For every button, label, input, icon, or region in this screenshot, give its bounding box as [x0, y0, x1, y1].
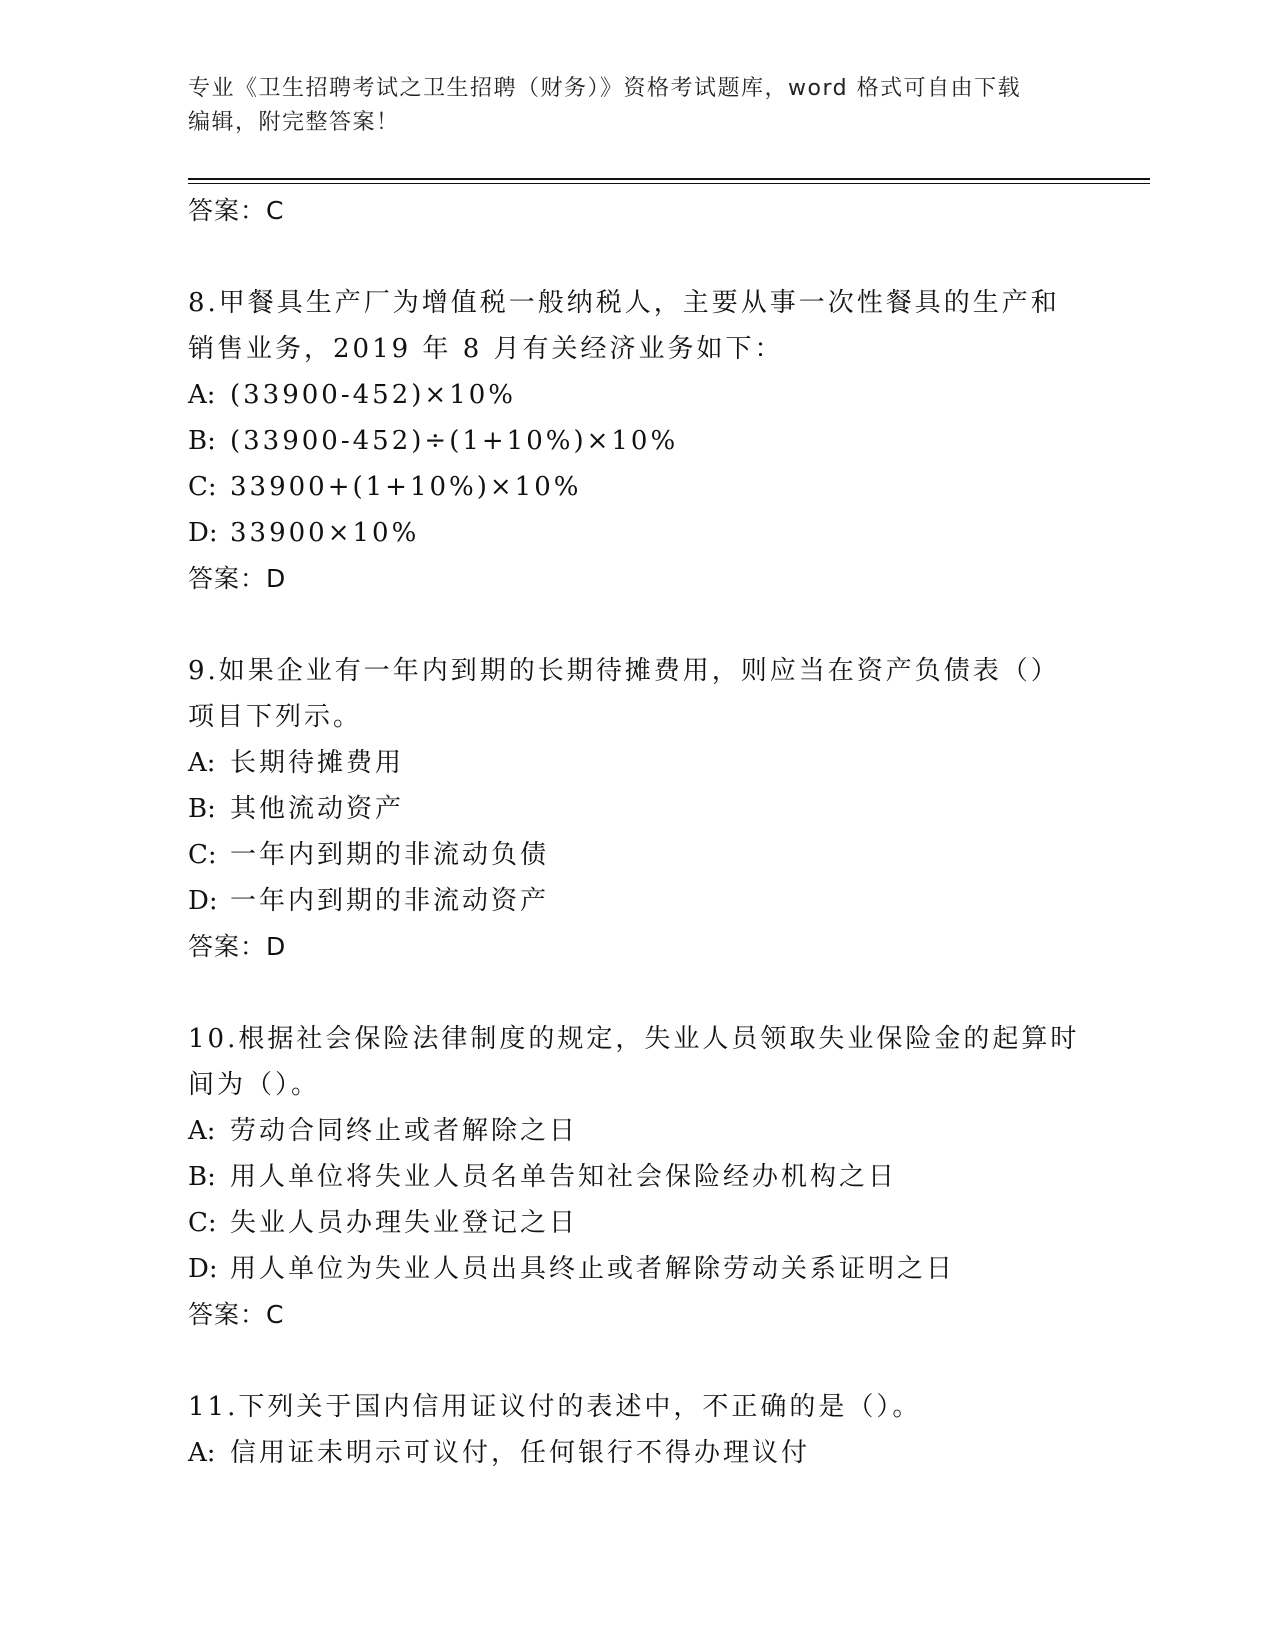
option-letter: A: — [188, 748, 216, 778]
question-stem — [188, 280, 1118, 372]
option-text: 33900+(1+10%)×10% — [230, 472, 582, 502]
question-item — [188, 280, 1118, 602]
page-header — [188, 72, 1068, 140]
option-letter: C: — [188, 840, 217, 870]
question-stem-line: 10.根据社会保险法律制度的规定，失业人员领取失业保险金的起算时 — [188, 1024, 1080, 1054]
question-list — [188, 188, 1118, 1476]
header-line-1: 专业《卫生招聘考试之卫生招聘（财务）》资格考试题库，word 格式可自由下载 — [188, 76, 1022, 101]
header-line-2: 编辑，附完整答案！ — [188, 110, 400, 135]
option-b — [188, 418, 1118, 464]
spacer — [188, 1338, 1118, 1384]
option-text: 失业人员办理失业登记之日 — [230, 1208, 579, 1238]
question-stem-line: 9.如果企业有一年内到期的长期待摊费用，则应当在资产负债表（） — [188, 656, 1060, 686]
option-d — [188, 1246, 1118, 1292]
header-rule-thin — [188, 183, 1150, 184]
option-letter: B: — [188, 426, 216, 456]
option-letter: A: — [188, 1438, 216, 1468]
spacer — [188, 602, 1118, 648]
answer-line: 答案：D — [188, 564, 287, 593]
option-text: (33900-452)÷(1+10%)×10% — [230, 426, 679, 456]
option-letter: D: — [188, 518, 218, 548]
question-stem — [188, 648, 1118, 740]
option-text: 其他流动资产 — [230, 794, 405, 824]
option-letter: C: — [188, 1208, 217, 1238]
option-a — [188, 740, 1118, 786]
option-text: (33900-452)×10% — [230, 380, 516, 410]
option-letter: D: — [188, 886, 218, 916]
answer-line: 答案：C — [188, 196, 285, 225]
option-a — [188, 1430, 1118, 1476]
spacer — [188, 234, 1118, 280]
option-letter: A: — [188, 1116, 216, 1146]
option-letter: B: — [188, 794, 216, 824]
option-letter: C: — [188, 472, 217, 502]
question-item — [188, 1016, 1118, 1338]
question-stem — [188, 1016, 1118, 1108]
question-stem-line: 间为（）。 — [188, 1070, 321, 1100]
spacer — [188, 970, 1118, 1016]
option-d — [188, 510, 1118, 556]
header-rule-thick — [188, 178, 1150, 180]
option-letter: B: — [188, 1162, 216, 1192]
question-stem — [188, 1384, 1118, 1430]
option-letter: A: — [188, 380, 216, 410]
option-text: 长期待摊费用 — [230, 748, 405, 778]
answer-line: 答案：D — [188, 932, 287, 961]
option-text: 33900×10% — [230, 518, 420, 548]
option-a — [188, 1108, 1118, 1154]
question-stem-line: 8.甲餐具生产厂为增值税一般纳税人，主要从事一次性餐具的生产和 — [188, 288, 1060, 318]
option-b — [188, 786, 1118, 832]
option-a — [188, 372, 1118, 418]
question-item — [188, 648, 1118, 970]
option-c — [188, 832, 1118, 878]
answer-line: 答案：C — [188, 1300, 285, 1329]
option-text: 一年内到期的非流动负债 — [230, 840, 550, 870]
option-b — [188, 1154, 1118, 1200]
question-item — [188, 1384, 1118, 1476]
option-text: 用人单位为失业人员出具终止或者解除劳动关系证明之日 — [230, 1254, 956, 1284]
option-c — [188, 1200, 1118, 1246]
option-d — [188, 878, 1118, 924]
option-text: 用人单位将失业人员名单告知社会保险经办机构之日 — [230, 1162, 898, 1192]
question-stem-line: 项目下列示。 — [188, 702, 363, 732]
question-stem-line: 销售业务，2019 年 8 月有关经济业务如下： — [188, 334, 784, 364]
option-text: 信用证未明示可议付，任何银行不得办理议付 — [230, 1438, 811, 1468]
option-letter: D: — [188, 1254, 218, 1284]
question-stem-line: 11.下列关于国内信用证议付的表述中，不正确的是（）。 — [188, 1392, 922, 1422]
option-text: 劳动合同终止或者解除之日 — [230, 1116, 579, 1146]
option-text: 一年内到期的非流动资产 — [230, 886, 550, 916]
option-c — [188, 464, 1118, 510]
